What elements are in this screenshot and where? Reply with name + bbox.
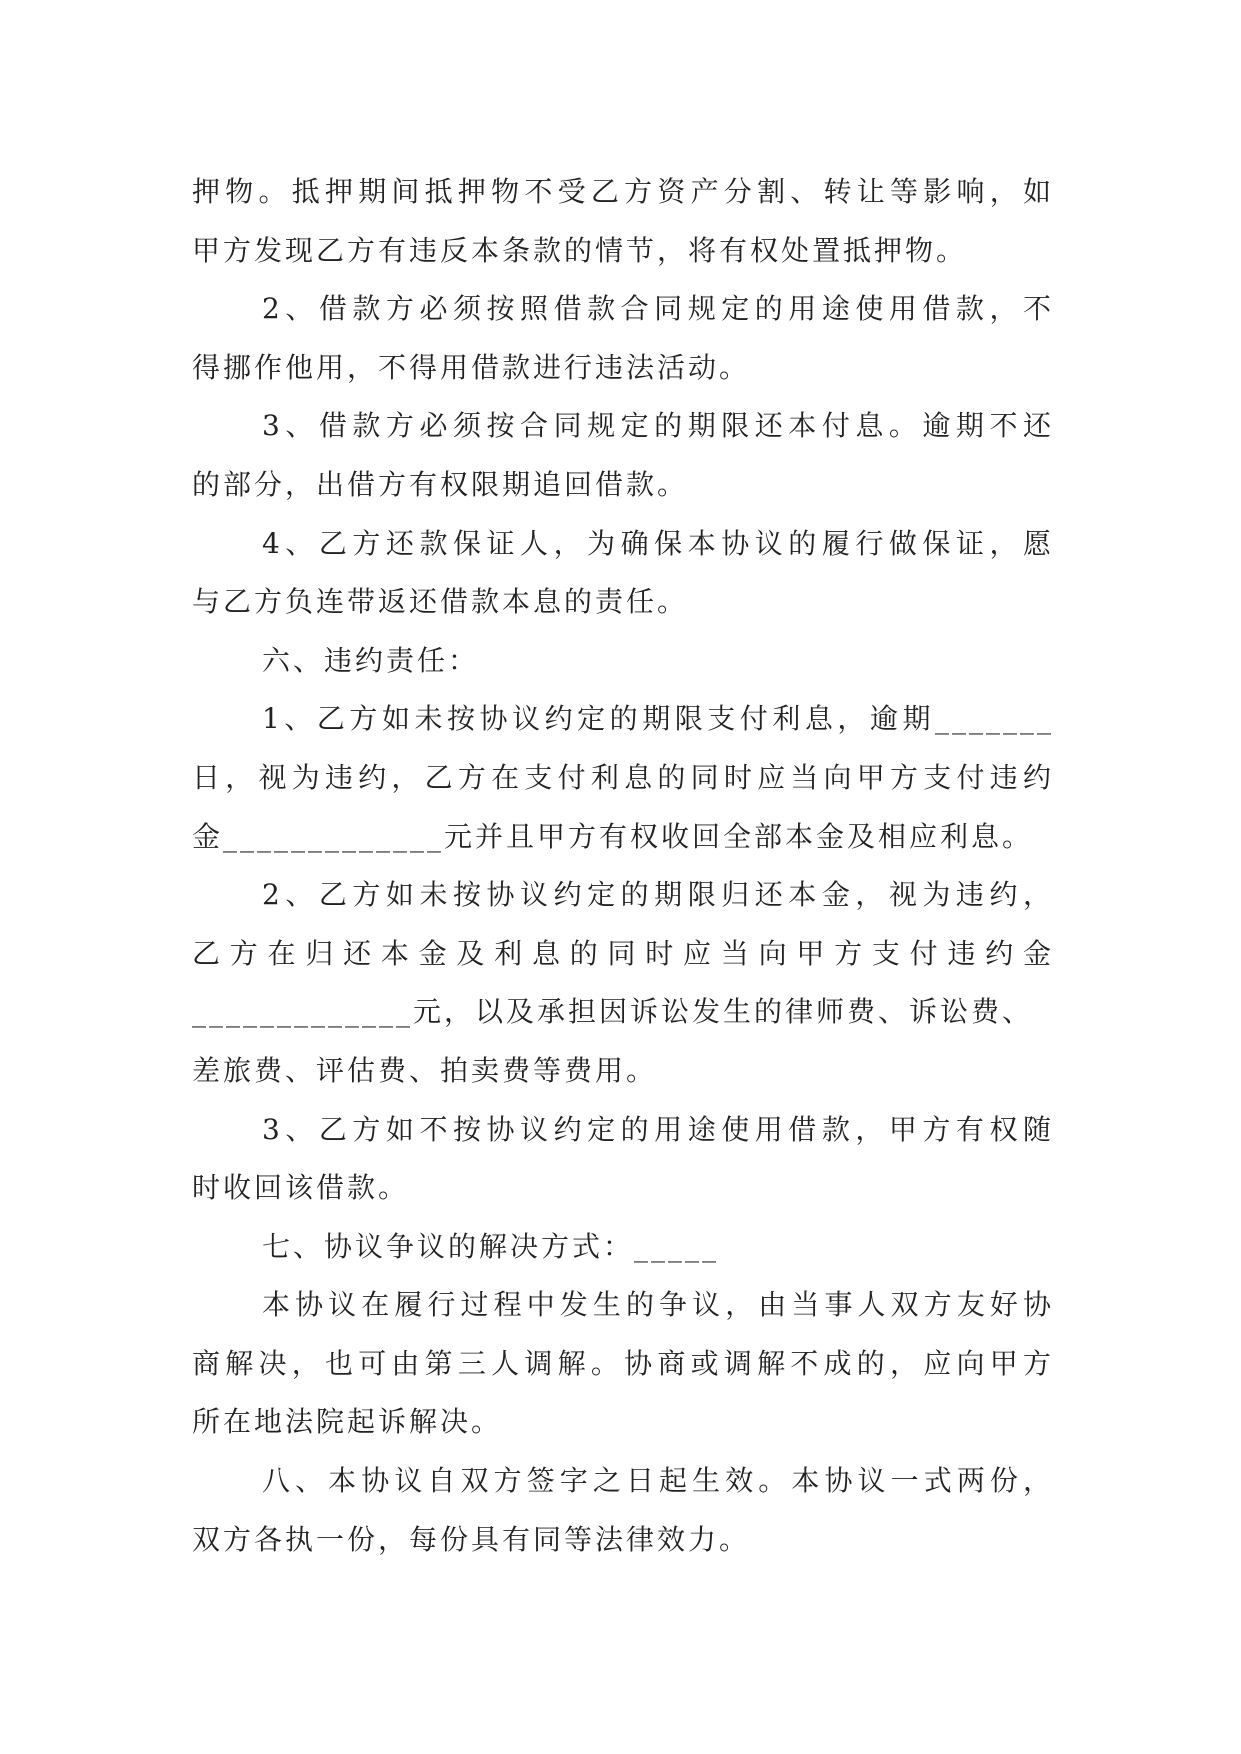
- paragraph-clause-6-2: [192, 866, 1054, 1100]
- paragraph-clause-6-3: [192, 1101, 1054, 1218]
- text-line: 日，视为违约，乙方在支付利息的同时应当向甲方支付违约: [192, 760, 1054, 794]
- text-line: 得挪作他用，不得用借款进行违法活动。: [192, 350, 751, 384]
- text-line: 与乙方负连带返还借款本息的责任。: [192, 585, 689, 619]
- section-heading-dispute: [192, 1218, 1054, 1277]
- text-line: 3、乙方如不按协议约定的用途使用借款，甲方有权随: [262, 1112, 1054, 1146]
- document-body: [192, 163, 1054, 1569]
- paragraph-clause-6-1: [192, 690, 1054, 866]
- text-line: _____________元，以及承担因诉讼发生的律师费、诉讼费、: [192, 995, 1034, 1029]
- text-line: 所在地法院起诉解决。: [192, 1405, 503, 1439]
- paragraph-clause-5-2: [192, 280, 1054, 397]
- text-line: 差旅费、评估费、拍卖费等费用。: [192, 1053, 658, 1087]
- text-line: 4、乙方还款保证人，为确保本协议的履行做保证，愿: [262, 526, 1054, 560]
- text-line: 乙方在归还本金及利息的同时应当向甲方支付违约金: [192, 936, 1054, 970]
- paragraph-effectiveness: [192, 1452, 1054, 1569]
- text-line: 押物。抵押期间抵押物不受乙方资产分割、转让等影响，如: [192, 175, 1054, 208]
- text-line: 3、借款方必须按合同规定的期限还本付息。逾期不还: [262, 409, 1054, 443]
- text-line: 双方各执一份，每份具有同等法律效力。: [192, 1522, 751, 1556]
- text-line: 2、乙方如未按协议约定的期限归还本金，视为违约，: [262, 878, 1054, 912]
- text-line: 七、协议争议的解决方式：_____: [262, 1229, 720, 1263]
- text-line: 的部分，出借方有权限期追回借款。: [192, 467, 689, 501]
- text-line: 甲方发现乙方有违反本条款的情节，将有权处置抵押物。: [192, 233, 968, 267]
- paragraph-clause-5-4: [192, 515, 1054, 632]
- text-line: 八、本协议自双方签字之日起生效。本协议一式两份，: [262, 1464, 1054, 1498]
- text-line: 六、违约责任：: [262, 643, 480, 677]
- text-line: 时收回该借款。: [192, 1171, 410, 1205]
- text-line: 本协议在履行过程中发生的争议，由当事人双方友好协: [262, 1288, 1054, 1322]
- text-line: 1、乙方如未按协议约定的期限支付利息，逾期_______: [262, 702, 1054, 736]
- paragraph-collateral-continued: [192, 163, 1054, 280]
- paragraph-clause-5-3: [192, 397, 1054, 514]
- text-line: 金_____________元并且甲方有权收回全部本金及相应利息。: [192, 819, 1034, 853]
- text-line: 2、借款方必须按照借款合同规定的用途使用借款，不: [262, 292, 1054, 326]
- text-line: 商解决，也可由第三人调解。协商或调解不成的，应向甲方: [192, 1346, 1054, 1380]
- paragraph-dispute-body: [192, 1276, 1054, 1452]
- section-heading-breach: [192, 632, 1054, 691]
